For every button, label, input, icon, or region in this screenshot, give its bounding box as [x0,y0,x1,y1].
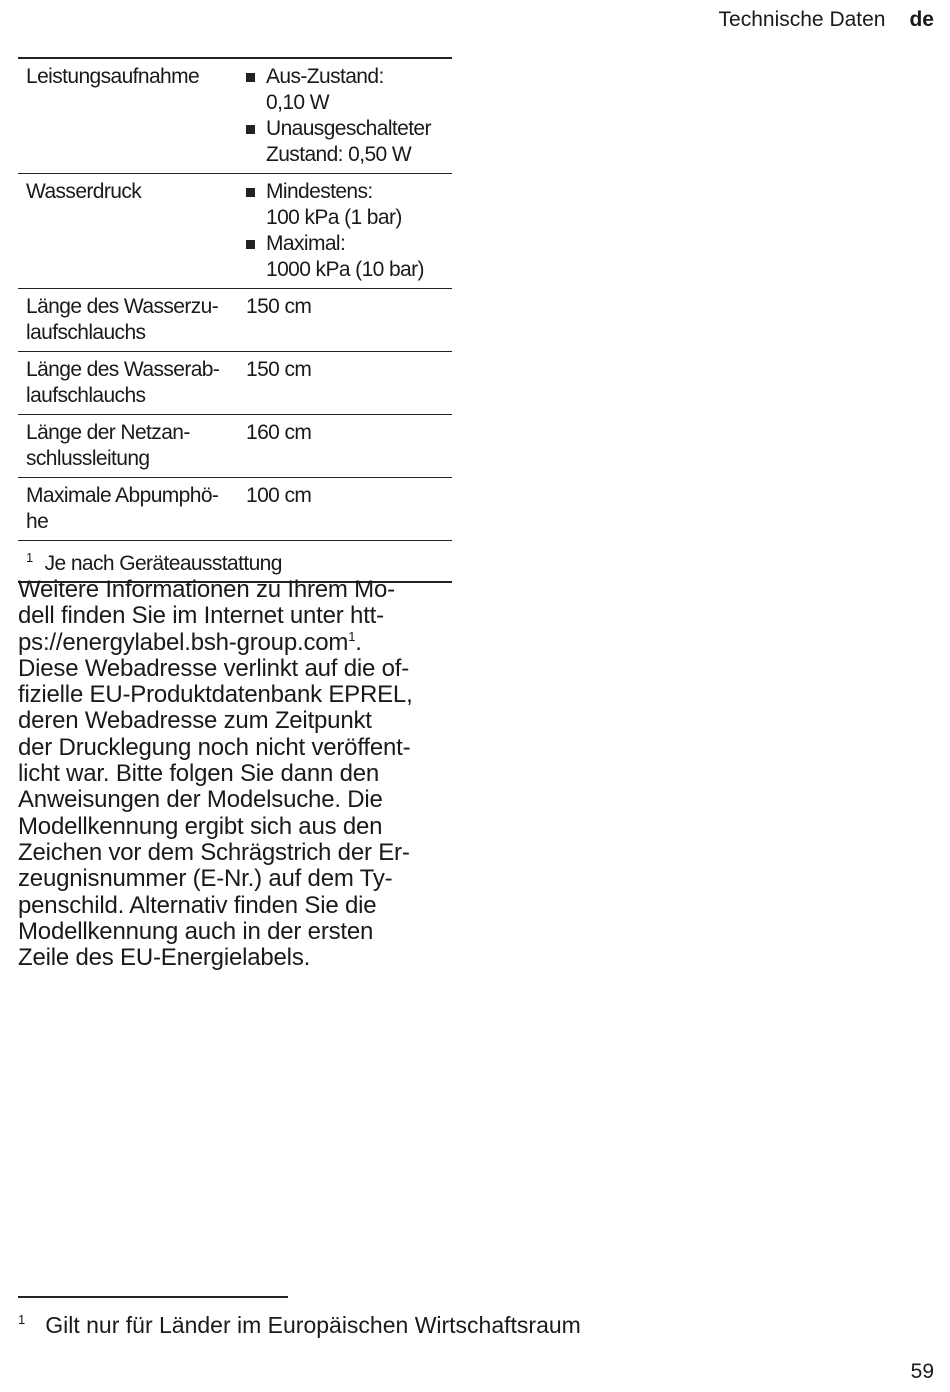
row-value: 160 cm [246,421,312,444]
row-value [246,179,452,283]
list-item [246,231,452,283]
list-item [246,116,452,168]
row-value [246,64,452,168]
text-line: ps://energylabel.bsh-group.com$^1$. [18,628,362,656]
footnote-text: Gilt nur für Länder im Europäischen Wirtschaftsraum [45,1312,581,1338]
bullet-square-icon [246,240,255,249]
bullet-text: Mindestens: [266,180,373,203]
table-row [18,174,452,289]
text-line: licht war. Bitte folgen Sie dann den [18,760,380,788]
footnote-divider [18,1296,288,1298]
bullet-text: 100 kPa (1 bar) [266,206,402,229]
text-line: dell finden Sie im Internet unter htt- [18,602,384,630]
text-line: Modellkennung ergibt sich aus den [18,812,383,840]
note-text: Je nach Geräteausstattung [44,552,282,575]
section-title: Technische Daten [718,8,886,31]
row-label: Leistungsaufnahme [26,65,200,88]
text-line: zeugnisnummer (E-Nr.) auf dem Ty- [18,865,393,893]
page-footnote [18,1312,581,1339]
bullet-square-icon [246,125,255,134]
text-line: Weitere Informationen zu Ihrem Mo- [18,576,395,603]
text-line: der Drucklegung noch nicht veröffent- [18,733,411,761]
bullet-square-icon [246,188,255,197]
page-number: 59 [910,1360,934,1383]
language-code: de [909,8,934,31]
note-marker: 1 [26,550,33,565]
row-label: Länge des Wasserzu- laufschlauchs [26,295,219,344]
table-row [18,415,452,478]
list-item [246,179,452,231]
table-row [18,289,452,352]
bullet-text: Zustand: 0,50 W [266,143,412,166]
list-item [246,64,452,116]
text-line: Anweisungen der Modelsuche. Die [18,786,383,814]
footnote-ref: 1 [348,628,356,644]
table-row [18,478,452,541]
bullet-text: 0,10 W [266,91,329,114]
text-line: deren Webadresse zum Zeitpunkt [18,707,372,735]
bullet-text: Unausgeschalteter [266,117,431,140]
row-value: 150 cm [246,358,312,381]
technical-specs-table [18,57,452,583]
page-header [719,8,934,32]
bullet-text: Aus-Zustand: [266,65,384,88]
row-value: 100 cm [246,484,312,507]
text-line: fizielle EU-Produktdatenbank EPREL, [18,681,413,709]
row-label: Maximale Abpumphö- he [26,484,219,533]
row-label: Länge der Netzan- schlussleitung [26,421,190,470]
row-value: 150 cm [246,295,312,318]
text-line: penschild. Alternativ finden Sie die [18,891,377,919]
text-line: Zeile des EU-Energielabels. [18,944,311,972]
bullet-square-icon [246,73,255,82]
text-line: Diese Webadresse verlinkt auf die of- [18,654,410,682]
table-row [18,59,452,174]
text-line: Modellkennung auch in der ersten [18,917,374,945]
bullet-text: 1000 kPa (10 bar) [266,258,424,281]
energylabel-link[interactable]: ps://energylabel.bsh-group.com [18,628,349,656]
footnote-marker: 1 [18,1312,26,1327]
body-paragraph [18,577,458,971]
table-row [18,352,452,415]
bullet-text: Maximal: [266,232,346,255]
text-line: Zeichen vor dem Schrägstrich der Er- [18,838,410,866]
row-label: Wasserdruck [26,180,142,203]
row-label: Länge des Wasserab- laufschlauchs [26,358,220,407]
